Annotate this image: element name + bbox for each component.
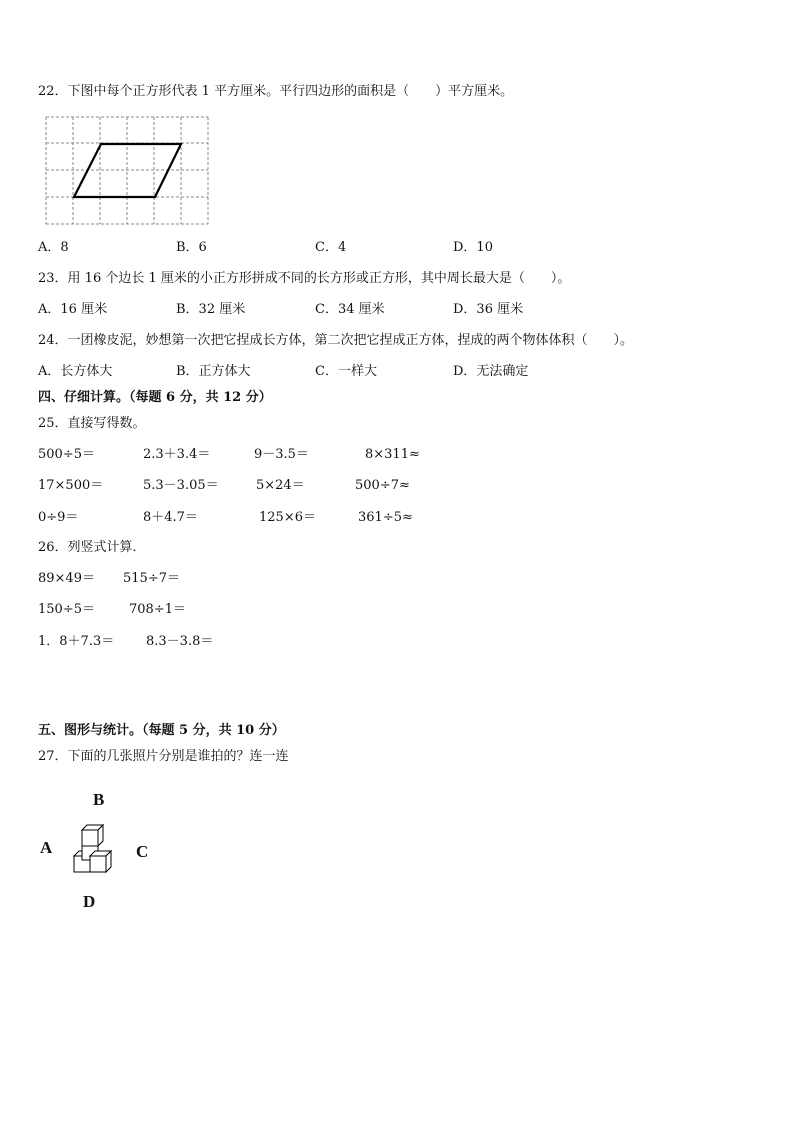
section-5-title: 五、图形与统计。（每题 5 分，共 10 分） <box>38 723 285 738</box>
label-d: D <box>83 892 96 911</box>
q25-item: 17×500＝ <box>38 478 104 493</box>
label-c: C <box>136 842 149 861</box>
label-b: B <box>93 790 105 809</box>
q22-option-d[interactable]: D．10 <box>453 240 493 255</box>
q23-text: 23．用 16 个边长 1 厘米的小正方形拼成不同的长方形或正方形，其中周长最大是（ ）。 <box>38 271 571 286</box>
q24-option-b[interactable]: B．正方体大 <box>176 364 251 379</box>
q25-item: 8＋4.7＝ <box>143 510 198 525</box>
q23-option-b[interactable]: B．32 厘米 <box>176 302 246 317</box>
q24-text: 24．一团橡皮泥，妙想第一次把它捏成长方体，第二次把它捏成正方体，捏成的两个物体体积（ ）。 <box>38 333 634 348</box>
q26-item: 515÷7＝ <box>123 571 180 586</box>
q26-item: 708÷1＝ <box>129 602 186 617</box>
q24-option-a[interactable]: A．长方体大 <box>38 364 113 379</box>
q25-item: 125×6＝ <box>259 510 316 525</box>
q26-item: 8.3－3.8＝ <box>146 634 214 649</box>
q22-text: 22．下图中每个正方形代表 1 平方厘米。平行四边形的面积是（ ）平方厘米。 <box>38 84 514 99</box>
q25-item: 9－3.5＝ <box>254 447 309 462</box>
section-4-title: 四、仔细计算。（每题 6 分，共 12 分） <box>38 390 272 405</box>
q23-option-a[interactable]: A．16 厘米 <box>38 302 108 317</box>
q25-item: 0÷9＝ <box>38 510 79 525</box>
q22-option-a[interactable]: A．8 <box>38 240 69 255</box>
q25-item: 361÷5≈ <box>358 510 413 525</box>
q25-item: 5.3－3.05＝ <box>143 478 219 493</box>
q23-option-d[interactable]: D．36 厘米 <box>453 302 524 317</box>
q22-grid-figure <box>44 115 210 227</box>
label-a: A <box>40 838 53 857</box>
q25-item: 2.3＋3.4＝ <box>143 447 211 462</box>
q25-item: 5×24＝ <box>256 478 305 493</box>
q24-option-c[interactable]: C．一样大 <box>315 364 377 379</box>
q25-text: 25．直接写得数。 <box>38 416 146 431</box>
q26-item: 150÷5＝ <box>38 602 95 617</box>
q22-option-b[interactable]: B．6 <box>176 240 207 255</box>
q25-item: 500÷7≈ <box>355 478 410 493</box>
q24-option-d[interactable]: D．无法确定 <box>453 364 529 379</box>
q26-text: 26．列竖式计算． <box>38 540 146 555</box>
q25-item: 8×311≈ <box>365 447 420 462</box>
q26-item: 1．8＋7.3＝ <box>38 634 115 649</box>
q22-option-c[interactable]: C．4 <box>315 240 347 255</box>
q27-text: 27．下面的几张照片分别是谁拍的？连一连 <box>38 749 289 764</box>
q26-item: 89×49＝ <box>38 571 95 586</box>
q25-item: 500÷5＝ <box>38 447 95 462</box>
q23-option-c[interactable]: C．34 厘米 <box>315 302 385 317</box>
stacked-cubes-figure <box>70 822 122 878</box>
